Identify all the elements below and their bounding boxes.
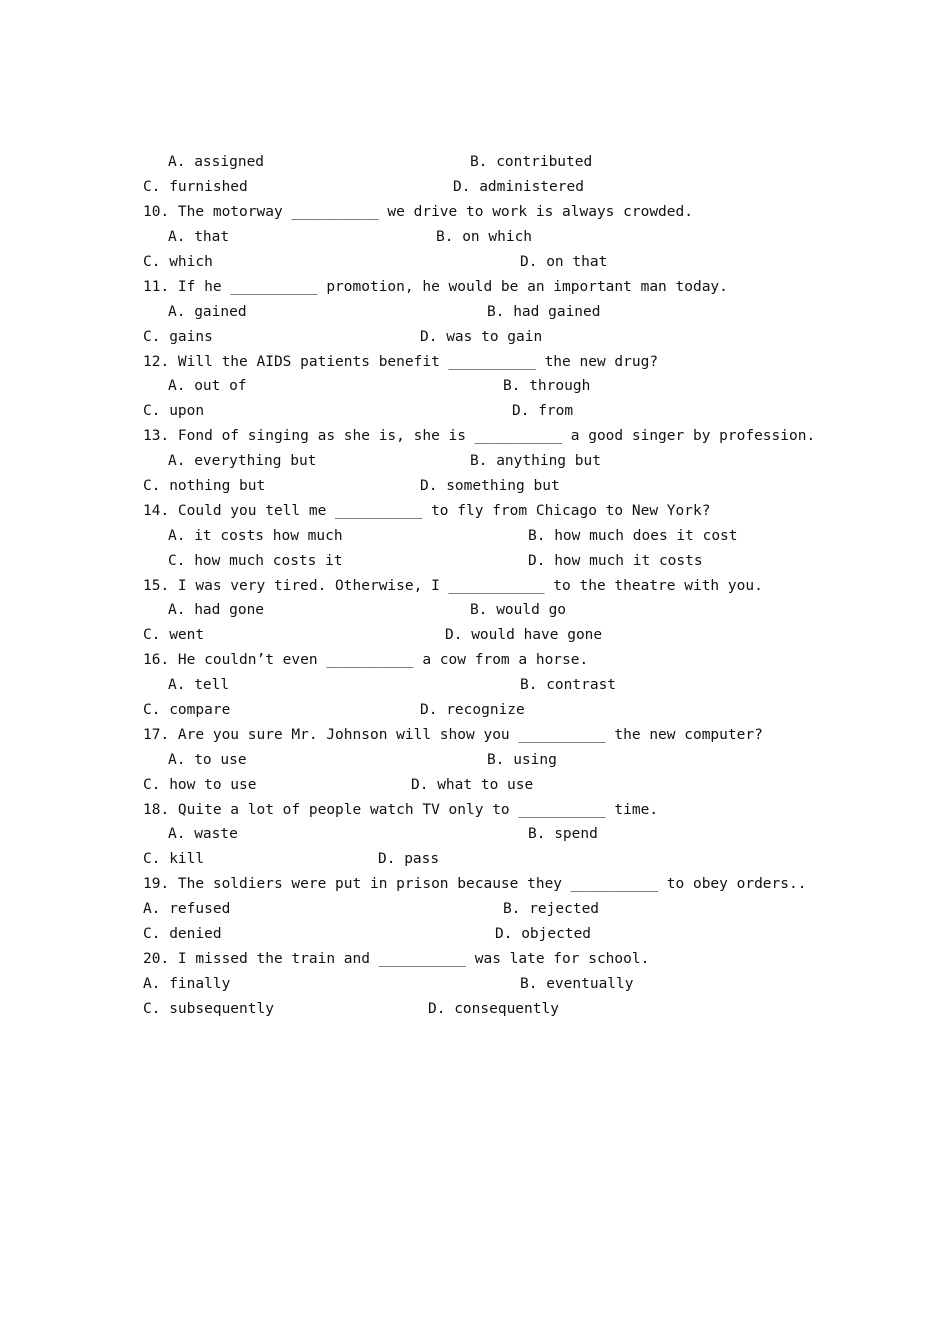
option-14d: D. how much it costs [528,553,703,569]
option-11b: B. had gained [487,304,601,320]
question-20: 20. I missed the train and __________ was late for school. [143,951,650,967]
option-13c: C. nothing but [143,478,266,494]
question-12: 12. Will the AIDS patients benefit __________ the new drug? [143,354,659,370]
question-14: 14. Could you tell me __________ to fly from Chicago to New York? [143,503,711,519]
option-10d: D. on that [520,254,608,270]
option-16b: B. contrast [520,677,617,693]
option-12d: D. from [512,403,574,419]
option-11c: C. gains [143,329,213,345]
option-10b: B. on which [436,229,533,245]
option-19b: B. rejected [503,901,600,917]
option-17c: C. how to use [143,777,257,793]
option-18c: C. kill [143,851,205,867]
option-11d: D. was to gain [420,329,543,345]
option-17b: B. using [487,752,557,768]
option-11a: A. gained [168,304,247,320]
option-9a: A. assigned [168,154,265,170]
option-15c: C. went [143,627,205,643]
option-9b: B. contributed [470,154,593,170]
option-10c: C. which [143,254,213,270]
option-12a: A. out of [168,378,247,394]
option-19a: A. refused [143,901,231,917]
option-12c: C. upon [143,403,205,419]
option-16c: C. compare [143,702,231,718]
option-15d: D. would have gone [445,627,603,643]
option-16d: D. recognize [420,702,525,718]
option-18b: B. spend [528,826,598,842]
option-20d: D. consequently [428,1001,559,1017]
question-19: 19. The soldiers were put in prison because they __________ to obey orders.. [143,876,807,892]
option-15a: A. had gone [168,602,265,618]
option-13b: B. anything but [470,453,601,469]
question-15: 15. I was very tired. Otherwise, I ___________ to the theatre with you. [143,578,763,594]
option-20c: C. subsequently [143,1001,274,1017]
option-10a: A. that [168,229,230,245]
option-12b: B. through [503,378,591,394]
option-14c: C. how much costs it [168,553,343,569]
question-18: 18. Quite a lot of people watch TV only to __________ time. [143,802,659,818]
option-19c: C. denied [143,926,222,942]
option-20b: B. eventually [520,976,634,992]
question-11: 11. If he __________ promotion, he would be an important man today. [143,279,728,295]
question-10: 10. The motorway __________ we drive to work is always crowded. [143,204,693,220]
option-19d: D. objected [495,926,592,942]
option-16a: A. tell [168,677,230,693]
question-13: 13. Fond of singing as she is, she is __________ a good singer by profession. [143,428,816,444]
option-9d: D. administered [453,179,584,195]
option-13a: A. everything but [168,453,317,469]
option-17d: D. what to use [411,777,534,793]
option-18d: D. pass [378,851,440,867]
option-14b: B. how much does it cost [528,528,738,544]
option-9c: C. furnished [143,179,248,195]
option-13d: D. something but [420,478,560,494]
option-15b: B. would go [470,602,567,618]
question-17: 17. Are you sure Mr. Johnson will show you __________ the new computer? [143,727,763,743]
option-14a: A. it costs how much [168,528,343,544]
option-20a: A. finally [143,976,231,992]
option-18a: A. waste [168,826,238,842]
option-17a: A. to use [168,752,247,768]
question-16: 16. He couldn’t even __________ a cow from a horse. [143,652,589,668]
